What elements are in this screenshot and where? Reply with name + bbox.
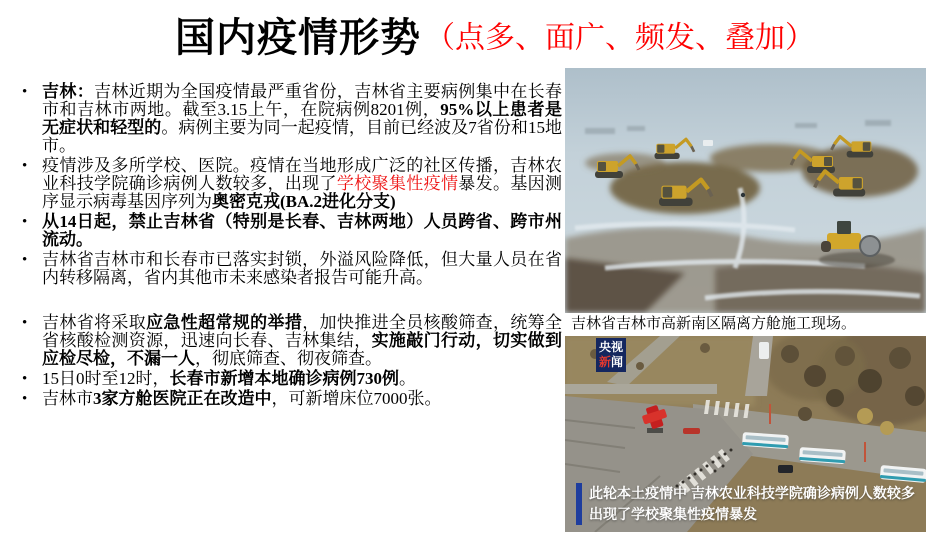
caption-accent-bar — [576, 483, 582, 525]
bullet-text-run: ，可新增床位7000张。 — [271, 389, 442, 408]
bullet-text-run: 15日0时至12时， — [42, 369, 170, 388]
overlay-line-2: 出现了学校聚集性疫情暴发 — [589, 506, 757, 522]
construction-site-photo — [565, 68, 926, 313]
bullet-text-run: 疫情涉及多所学校、医院。疫情在当地形成广泛的社区传播，吉林农业科技学院确诊病例人数较多，出现了 — [42, 156, 562, 193]
bullet-item — [15, 83, 562, 155]
bullet-text-run: 吉林近期为全国疫情最严重省份，吉林省主要病例集中在长春市和吉林市两地。截至3.15上午，在院病例8201例， — [42, 82, 563, 119]
overlay-line-1: 此轮本土疫情中 吉林农业科技学院确诊病例人数较多 — [589, 485, 915, 501]
bullet-text-run: 。病例主要为同一起疫情，目前已经波及7省份和15地市。 — [42, 118, 563, 155]
caption-lines — [589, 483, 915, 525]
bullet-text-run: 应急性超常规的举措 — [146, 313, 303, 332]
bullet-text-run: ，彻底筛查、彻夜筛查。 — [195, 349, 382, 368]
white-van — [759, 342, 769, 359]
bullet-text-run: 实施敲门行动，切实做到应检尽检，不漏一人 — [42, 331, 563, 368]
worker-figure — [741, 193, 745, 197]
photo-column — [565, 68, 926, 532]
logo-line-1: 央视 — [598, 340, 623, 354]
white-car — [703, 140, 713, 146]
bullet-item — [15, 251, 562, 287]
news-caption-overlay — [576, 483, 915, 525]
bullet-item — [15, 213, 562, 249]
title-text: 国内疫情形势 — [175, 16, 421, 60]
bullet-item — [15, 390, 562, 408]
bullet-text-run: 吉林： — [42, 82, 95, 101]
red-bench — [683, 428, 700, 434]
bullet-item — [15, 370, 562, 388]
logo-line-2: 新闻 — [598, 355, 624, 369]
bullet-list — [15, 83, 562, 408]
bullet-text-run: 奥密克戎(BA.2进化分支) — [212, 192, 396, 211]
walkway — [565, 384, 717, 394]
bullet-text-run: 吉林市 — [42, 389, 93, 408]
photo-caption: 吉林省吉林市高新南区隔离方舱施工现场。 — [571, 316, 857, 332]
bullet-item — [15, 314, 562, 368]
bullet-text-run: ，加快推进全员核酸筛查，统筹全省核酸检测资源，迅速向长春、吉林集结， — [42, 313, 563, 350]
text-column — [15, 83, 562, 410]
bullet-text-run: 暴发。基因测序显示病毒基因序列为 — [42, 174, 563, 211]
bullet-text-run: 3家方舱医院正在改造中 — [93, 389, 272, 408]
news-photo-wrap — [565, 336, 926, 532]
bullet-text-run: 吉林省吉林市和长春市已落实封锁，外溢风险降低，但大量人员在省内转移隔离，省内其他市未来感染者报告可能升高。 — [42, 250, 562, 287]
bullet-text-run: 95%以上患者是无症状和轻型的 — [42, 100, 563, 137]
bullet-text-run: 。 — [399, 369, 416, 388]
slide-title — [0, 6, 926, 63]
bullet-text-run: 吉林省将采取 — [42, 313, 147, 332]
title-subtitle: （点多、面广、频发、叠加） — [425, 21, 815, 55]
bullet-item — [15, 157, 562, 211]
dark-car — [778, 465, 793, 473]
cctv-news-logo — [596, 338, 626, 372]
bullet-text-run: 从14日起，禁止吉林省（特别是长春、吉林两地）人员跨省、跨市州流动。 — [42, 212, 562, 249]
bullet-text-run: 学校聚集性疫情 — [336, 174, 459, 193]
bullet-text-run: 长春市新增本地确诊病例730例 — [169, 369, 399, 388]
